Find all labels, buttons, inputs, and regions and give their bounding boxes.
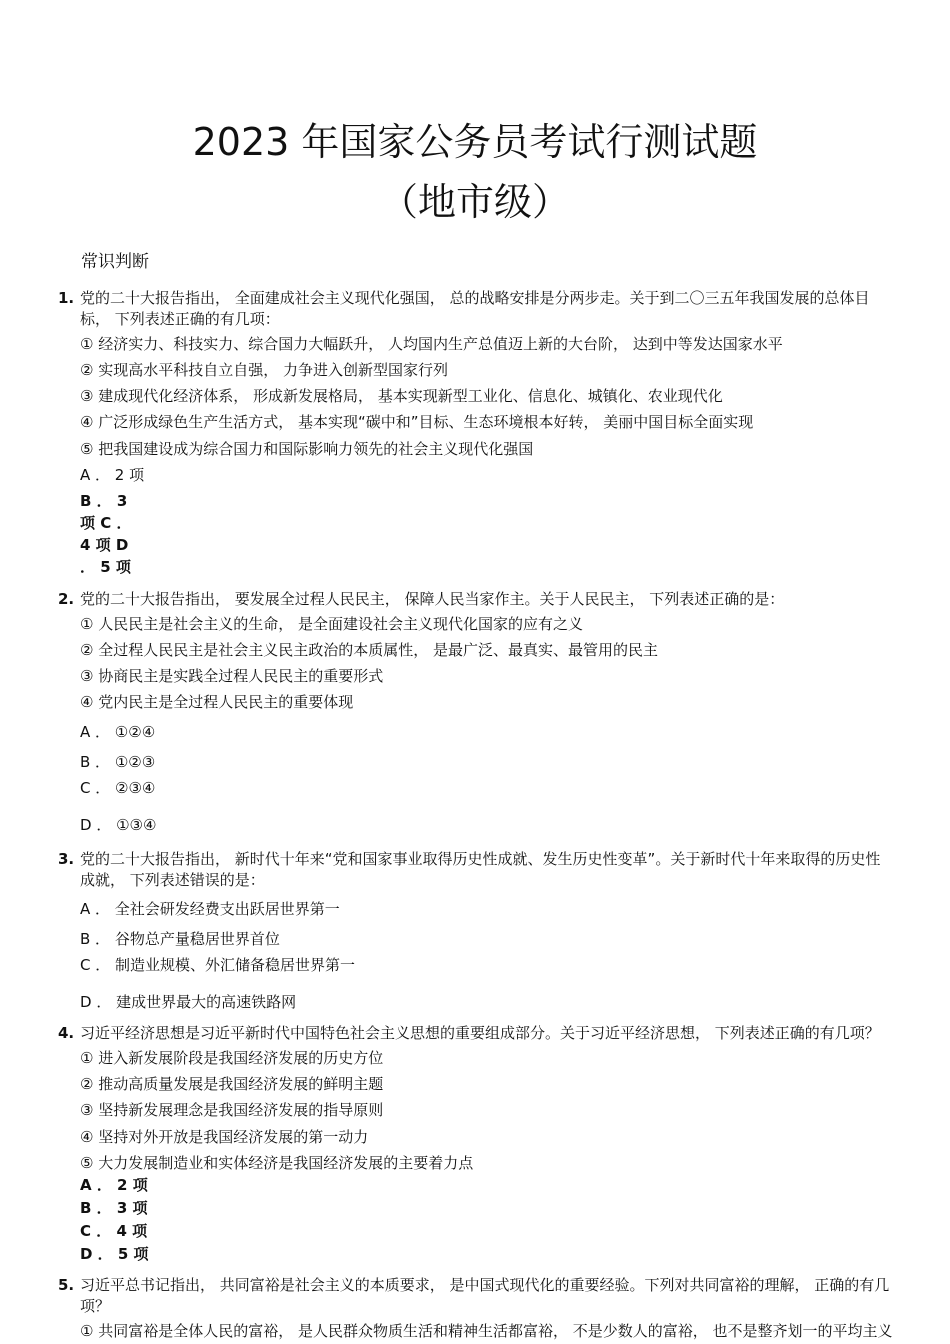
answer-option: A ． ①②④: [80, 723, 156, 741]
statement-item: ① 人民民主是社会主义的生命， 是全面建设社会主义现代化国家的应有之义: [80, 615, 583, 633]
question-stem: 项？: [80, 1297, 111, 1315]
answer-option: D ． ①③④: [80, 816, 157, 834]
answer-option: B ． 3: [80, 492, 128, 510]
statement-item: ② 全过程人民民主是社会主义民主政治的本质属性， 是最广泛、最真实、最管用的民主: [80, 641, 658, 659]
question-stem: 党的二十大报告指出， 要发展全过程人民民主， 保障人民当家作主。关于人民民主， 下列表述正确的是：: [80, 590, 785, 608]
statement-item: ③ 建成现代化经济体系， 形成新发展格局， 基本实现新型工业化、信息化、城镇化、农业现代化: [80, 387, 723, 405]
answer-option: C ． 制造业规模、外汇储备稳居世界第一: [80, 956, 356, 974]
question-number: 5.: [58, 1276, 75, 1294]
statement-item: ① 经济实力、科技实力、综合国力大幅跃升， 人均国内生产总值迈上新的大台阶， 达到中等发达国家水平: [80, 335, 783, 353]
answer-option: B ． 3 项: [80, 1199, 148, 1217]
statement-item: ① 共同富裕是全体人民的富裕， 是人民群众物质生活和精神生活都富裕， 不是少数人的富裕， 也不是整齐划一的平均主义: [80, 1322, 893, 1340]
answer-option: 项 C ．: [80, 514, 132, 532]
answer-option: B ． ①②③: [80, 753, 156, 771]
question-stem: 标， 下列表述正确的有几项：: [80, 310, 280, 328]
answer-option: B ． 谷物总产量稳居世界首位: [80, 930, 280, 948]
answer-option: C ． 4 项: [80, 1222, 148, 1240]
statement-item: ⑤ 大力发展制造业和实体经济是我国经济发展的主要着力点: [80, 1154, 474, 1172]
statement-item: ② 实现高水平科技自立自强， 力争进入创新型国家行列: [80, 361, 448, 379]
document-title: 2023 年国家公务员考试行测试题: [192, 120, 758, 164]
statement-item: ② 推动高质量发展是我国经济发展的鲜明主题: [80, 1075, 384, 1093]
statement-item: ④ 党内民主是全过程人民民主的重要体现: [80, 693, 354, 711]
answer-option: A ． 2 项: [80, 1176, 148, 1194]
statement-item: ⑤ 把我国建设成为综合国力和国际影响力领先的社会主义现代化强国: [80, 440, 534, 458]
statement-item: ③ 坚持新发展理念是我国经济发展的指导原则: [80, 1101, 384, 1119]
question-number: 1.: [58, 289, 75, 307]
question-stem: 习近平经济思想是习近平新时代中国特色社会主义思想的重要组成部分。关于习近平经济思想， 下列表述正确的有几项？: [80, 1024, 880, 1042]
statement-item: ③ 协商民主是实践全过程人民民主的重要形式: [80, 667, 384, 685]
statement-item: ① 进入新发展阶段是我国经济发展的历史方位: [80, 1049, 384, 1067]
answer-option: C ． ②③④: [80, 779, 156, 797]
document-subtitle: （地市级）: [379, 180, 570, 224]
question-stem: 党的二十大报告指出， 全面建成社会主义现代化强国， 总的战略安排是分两步走。关于到二〇三五年我国发展的总体目: [80, 289, 870, 307]
answer-option: A ． 全社会研发经费支出跃居世界第一: [80, 900, 340, 918]
question-number: 2.: [58, 590, 75, 608]
question-stem: 党的二十大报告指出， 新时代十年来“党和国家事业取得历史性成就、发生历史性变革”。关于新时代十年来取得的历史性: [80, 850, 881, 868]
answer-option: D ． 5 项: [80, 1245, 149, 1263]
answer-option: ． 5 项: [80, 558, 131, 576]
question-stem: 成就， 下列表述错误的是：: [80, 871, 265, 889]
section-heading: 常识判断: [81, 252, 149, 272]
question-number: 3.: [58, 850, 75, 868]
question-number: 4.: [58, 1024, 75, 1042]
answer-option: A ． 2 项: [80, 466, 145, 484]
statement-item: ④ 坚持对外开放是我国经济发展的第一动力: [80, 1128, 369, 1146]
answer-option: 4 项 D: [80, 536, 129, 554]
question-stem: 习近平总书记指出， 共同富裕是社会主义的本质要求， 是中国式现代化的重要经验。下列对共同富裕的理解， 正确的有几: [80, 1276, 890, 1294]
statement-item: ④ 广泛形成绿色生产生活方式， 基本实现“碳中和”目标、生态环境根本好转， 美丽中国目标全面实现: [80, 413, 754, 431]
answer-option: D ． 建成世界最大的高速铁路网: [80, 993, 297, 1011]
